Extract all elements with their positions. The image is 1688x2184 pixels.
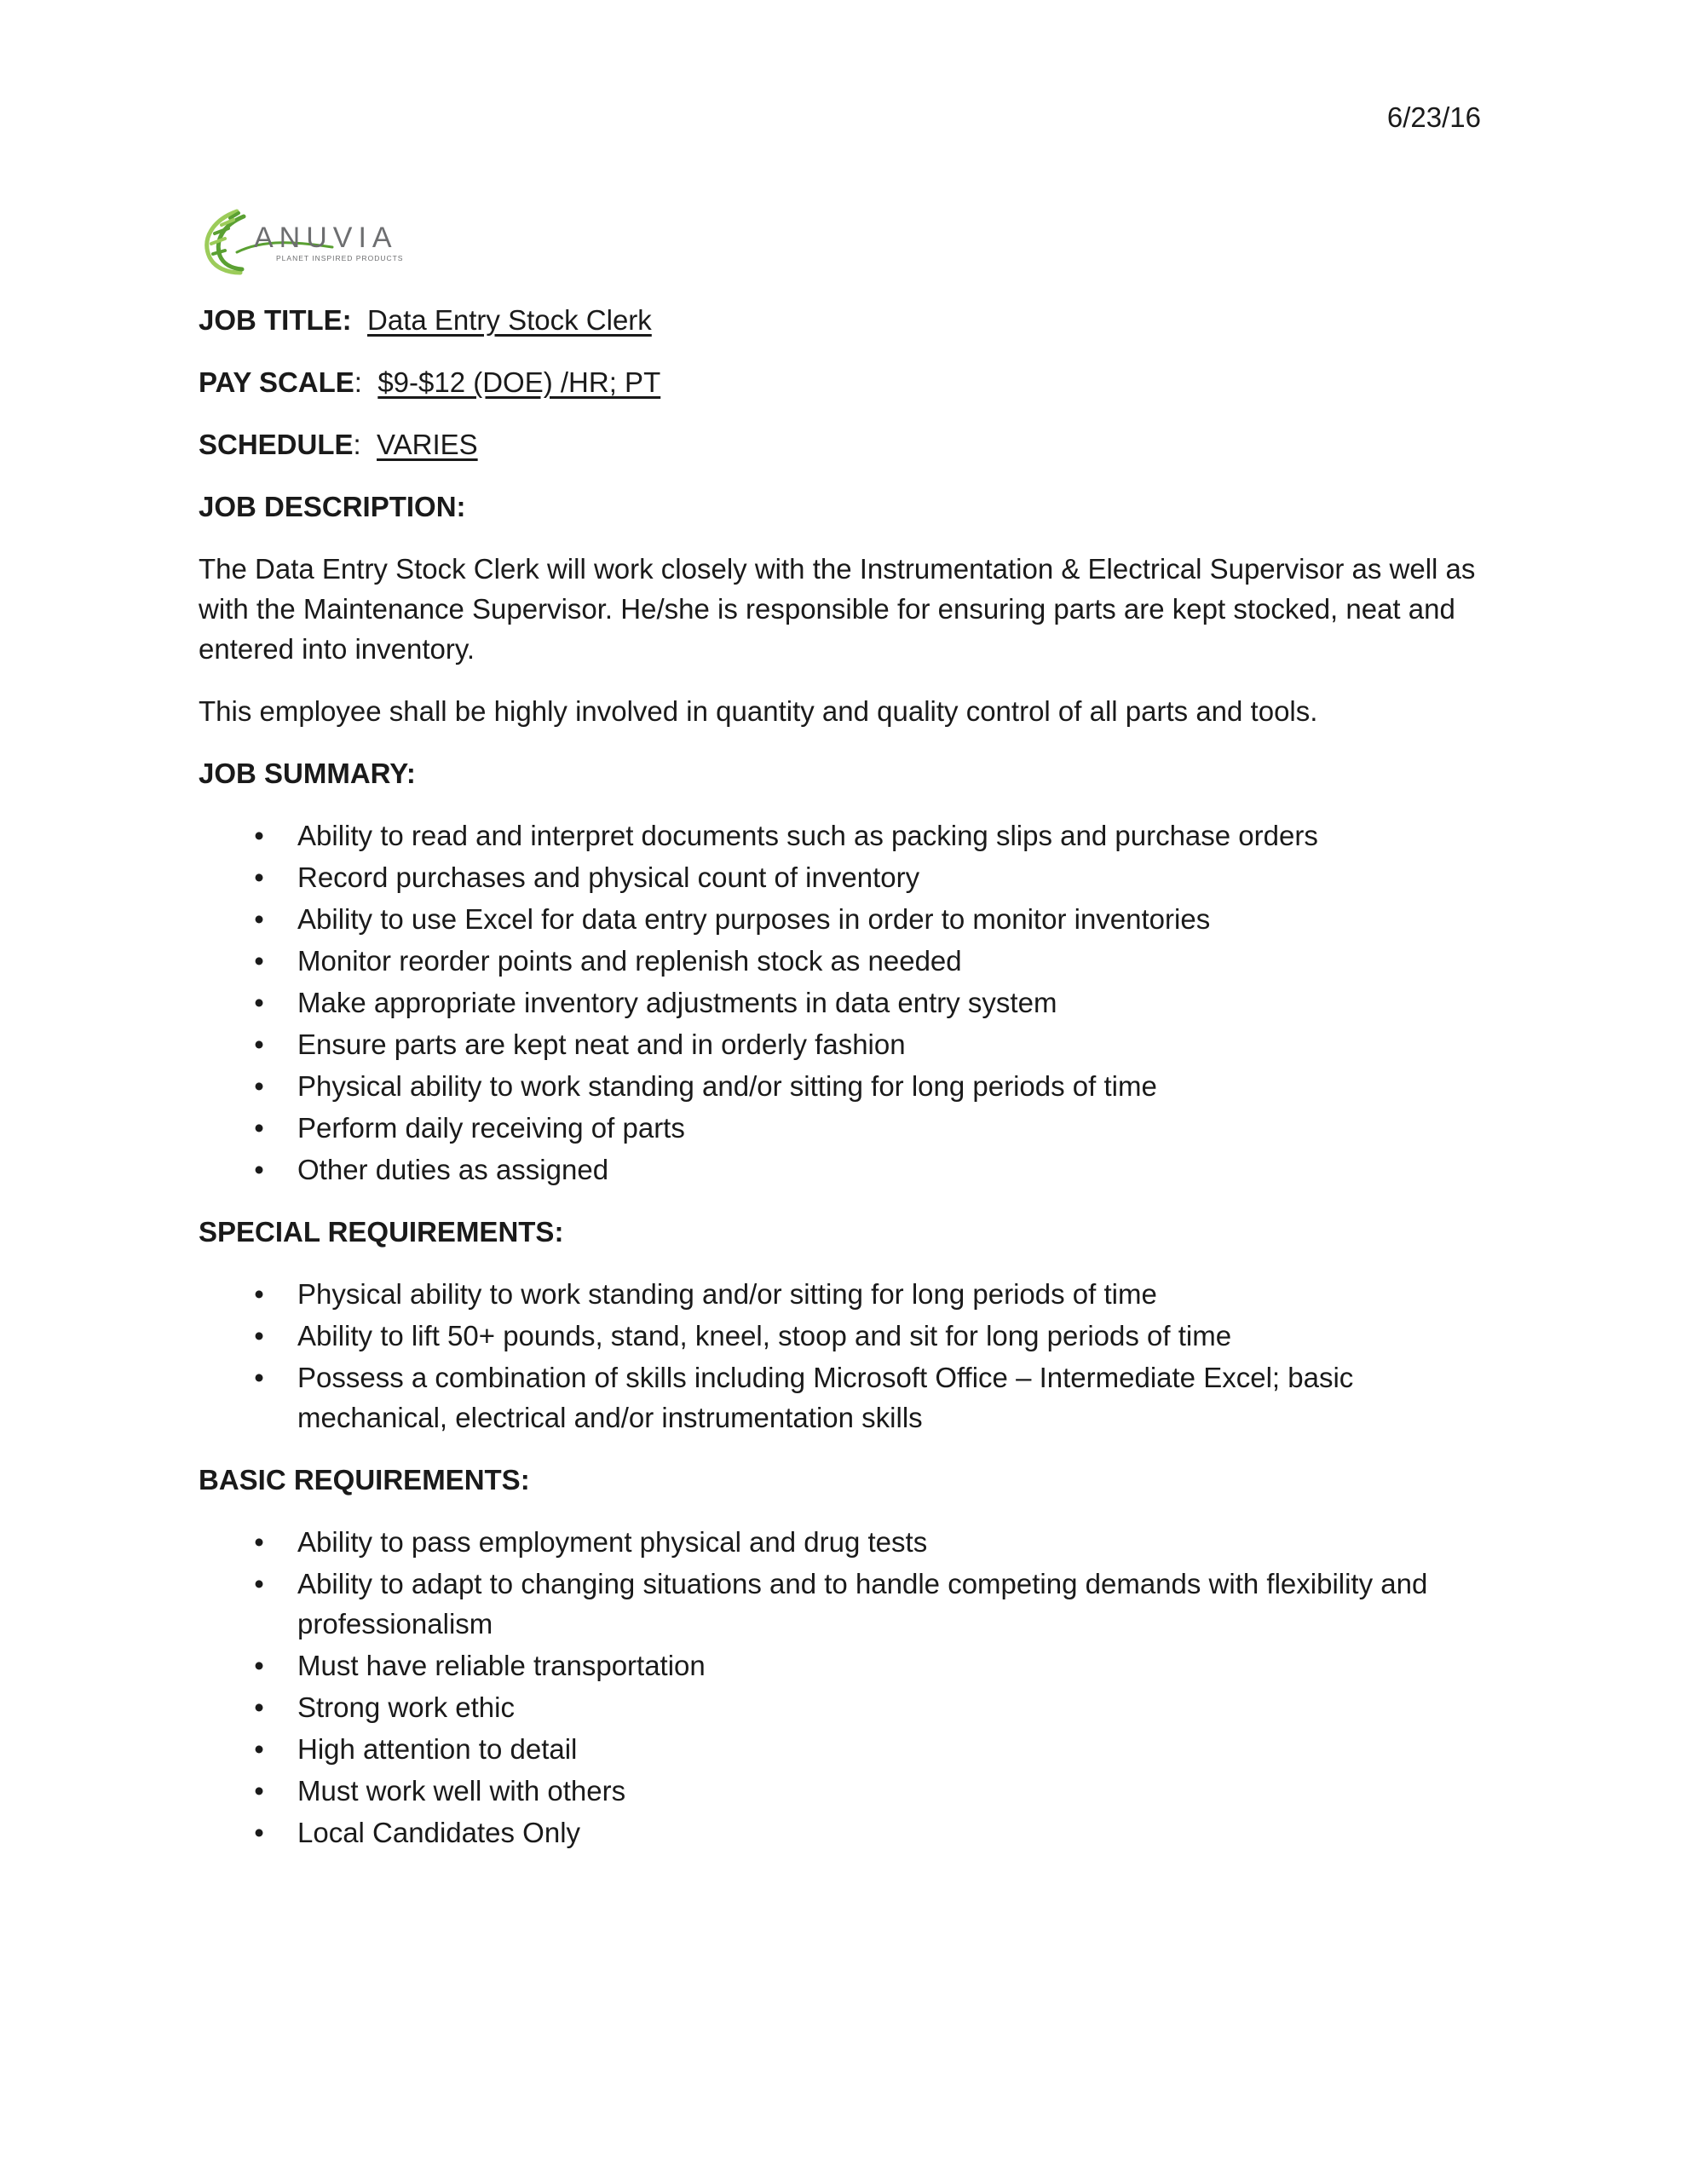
basic-requirements-heading: BASIC REQUIREMENTS:: [199, 1464, 530, 1495]
list-item: [199, 1645, 1494, 1686]
job-summary-list: [199, 815, 1494, 1190]
pay-scale-value: $9-$12 (DOE) /HR; PT: [377, 366, 661, 398]
list-item: [199, 1522, 1494, 1562]
list-item-text: Perform daily receiving of parts: [297, 1112, 685, 1144]
schedule-value: VARIES: [377, 429, 478, 460]
list-item-text: Ability to adapt to changing situations and to handle competing demands with flexibility and professionalism: [297, 1568, 1428, 1639]
list-item: [199, 857, 1494, 897]
list-item-text: Ensure parts are kept neat and in orderly fashion: [297, 1029, 906, 1060]
job-title-row: [199, 300, 1494, 340]
list-item-text: Must have reliable transportation: [297, 1650, 706, 1681]
list-item-text: Ability to pass employment physical and drug tests: [297, 1526, 928, 1558]
document-body: [199, 300, 1494, 1875]
schedule-row: SCHEDULE: VARIES: [199, 429, 478, 460]
bullet-icon: •: [254, 1029, 264, 1060]
list-item-text: Monitor reorder points and replenish stock as needed: [297, 945, 962, 977]
bullet-icon: •: [254, 1112, 264, 1144]
list-item: [199, 983, 1494, 1023]
bullet-icon: •: [254, 1775, 264, 1807]
bullet-icon: •: [254, 1320, 264, 1351]
list-item-text: Record purchases and physical count of inventory: [297, 861, 920, 893]
job-description-paragraph-1: The Data Entry Stock Clerk will work closely with the Instrumentation & Electrical Supervisor as well as with the Maintenance Supervisor. He/she is responsible for ensuring parts are kept stocked, neat and entered into inventory.: [199, 553, 1476, 665]
special-requirements-list: [199, 1274, 1494, 1438]
bullet-icon: •: [254, 1278, 264, 1310]
list-item: [199, 1771, 1494, 1811]
bullet-icon: •: [254, 1154, 264, 1185]
bullet-icon: •: [254, 1568, 264, 1599]
bullet-icon: •: [254, 1817, 264, 1848]
list-item-text: Physical ability to work standing and/or sitting for long periods of time: [297, 1070, 1157, 1102]
job-description-heading: JOB DESCRIPTION:: [199, 491, 466, 522]
bullet-icon: •: [254, 861, 264, 893]
list-item: [199, 1108, 1494, 1148]
job-description-paragraph-2: This employee shall be highly involved in quantity and quality control of all parts and tools.: [199, 695, 1318, 727]
list-item: [199, 1316, 1494, 1356]
bullet-icon: •: [254, 945, 264, 977]
list-item-text: Strong work ethic: [297, 1691, 515, 1723]
list-item: [199, 1687, 1494, 1727]
list-item-text: Ability to lift 50+ pounds, stand, kneel, stoop and sit for long periods of time: [297, 1320, 1232, 1351]
logo-brand-text: ANUVIA: [254, 222, 398, 254]
list-item: [199, 1274, 1494, 1314]
pay-scale-label: PAY SCALE: [199, 366, 354, 398]
list-item-text: Ability to use Excel for data entry purposes in order to monitor inventories: [297, 903, 1211, 935]
bullet-icon: •: [254, 820, 264, 851]
list-item: [199, 1357, 1494, 1438]
bullet-icon: •: [254, 1691, 264, 1723]
list-item-text: Make appropriate inventory adjustments in data entry system: [297, 987, 1057, 1018]
list-item: [199, 1564, 1494, 1644]
bullet-icon: •: [254, 1362, 264, 1393]
special-requirements-heading: SPECIAL REQUIREMENTS:: [199, 1216, 564, 1248]
bullet-icon: •: [254, 987, 264, 1018]
document-date: 6/23/16: [1386, 101, 1481, 133]
list-item-text: High attention to detail: [297, 1733, 578, 1765]
job-title-label: JOB TITLE:: [199, 304, 352, 336]
list-item-text: Must work well with others: [297, 1775, 626, 1807]
bullet-icon: •: [254, 1526, 264, 1558]
list-item-text: Physical ability to work standing and/or sitting for long periods of time: [297, 1278, 1157, 1310]
schedule-label: SCHEDULE: [199, 429, 354, 460]
pay-scale-row: PAY SCALE: $9-$12 (DOE) /HR; PT: [199, 366, 661, 398]
job-summary-heading: JOB SUMMARY:: [199, 758, 416, 789]
bullet-icon: •: [254, 1070, 264, 1102]
job-title-value: Data Entry Stock Clerk: [367, 304, 652, 336]
list-item-text: Possess a combination of skills including Microsoft Office – Intermediate Excel; basic mechanical, electrical and/or instrumentation skills: [297, 1362, 1354, 1433]
bullet-icon: •: [254, 1650, 264, 1681]
logo-tagline-text: PLANET INSPIRED PRODUCTS: [276, 254, 404, 262]
list-item-text: Other duties as assigned: [297, 1154, 609, 1185]
anuvia-logo: [196, 205, 430, 277]
list-item-text: Ability to read and interpret documents such as packing slips and purchase orders: [297, 820, 1318, 851]
list-item: [199, 1150, 1494, 1190]
basic-requirements-list: [199, 1522, 1494, 1853]
list-item: [199, 1024, 1494, 1064]
list-item: [199, 899, 1494, 939]
list-item: [199, 1066, 1494, 1106]
bullet-icon: •: [254, 903, 264, 935]
list-item: [199, 941, 1494, 981]
list-item: [199, 1729, 1494, 1769]
list-item-text: Local Candidates Only: [297, 1817, 581, 1848]
list-item: [199, 1812, 1494, 1853]
list-item: [199, 815, 1494, 856]
bullet-icon: •: [254, 1733, 264, 1765]
